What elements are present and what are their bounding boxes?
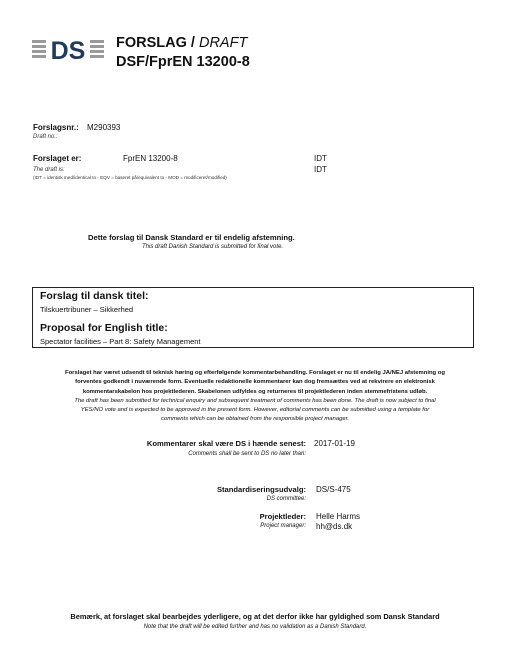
manager-email[interactable]: hh@ds.dk <box>316 522 353 531</box>
procedure-da-line: kommentarskabelon hos projektlederen. Skabelonen udfyldes og returneres til projektlederen inden stemmefristens udløb. <box>82 388 428 395</box>
draft-is-label-en: The draft is: <box>33 167 65 173</box>
procedure-text <box>28 369 482 425</box>
title-main: FORSLAG / <box>116 35 199 51</box>
draft-is-code: IDT <box>314 154 327 163</box>
ds-logo <box>32 36 108 64</box>
committee-label: Standardiseringsudvalg: <box>216 485 306 494</box>
draft-number-label-en: Draft no.: <box>33 134 58 140</box>
procedure-da-line: forventes godkendt i nuværende form. Eventuelle redaktionelle kommentarer kan dog fremsættes ved at rekvirere en elektronisk <box>75 379 435 386</box>
deadline-label: Kommentarer skal være DS i hænde senest: <box>146 439 306 448</box>
draft-number-label: Forslagsnr.: <box>33 123 79 132</box>
english-title-heading: Proposal for English title: <box>40 322 168 334</box>
deadline-value: 2017-01-19 <box>314 439 355 448</box>
deadline-label-en: Comments shall be sent to DS no later than: <box>188 451 306 457</box>
committee-value: DS/S-475 <box>316 485 351 494</box>
footer-en: Note that the draft will be edited further and has no validation as a Danish Standard. <box>143 624 367 630</box>
footer-note <box>0 612 510 630</box>
procedure-en-line: The draft has been submitted for technical enquiry and subsequent treatment of comments has been done. The draft is now subject to final <box>74 397 436 404</box>
vote-notice-da: Dette forslag til Dansk Standard er til endelig afstemning. <box>88 233 295 242</box>
page-title <box>116 34 247 52</box>
danish-title-value: Tilskuertribuner – Sikkerhed <box>40 305 134 314</box>
danish-title-heading: Forslag til dansk titel: <box>40 290 149 302</box>
logo-text: DS <box>50 37 86 64</box>
title-draft: DRAFT <box>198 35 248 51</box>
draft-is-code-en: IDT <box>314 165 327 174</box>
english-title-value: Spectator facilities – Part 8: Safety Management <box>40 337 201 346</box>
committee-label-en: DS committee: <box>266 496 306 502</box>
footer-da: Bemærk, at forslaget skal bearbejdes yderligere, og at det derfor ikke har gyldighed som Dansk Standard <box>70 612 440 621</box>
equivalence-legend: (IDT = identisk med/identical to - EQV = baseret på/equivalent to - MOD = modificeret/modified) <box>33 175 227 180</box>
manager-name: Helle Harms <box>316 512 361 521</box>
draft-number-value: M290393 <box>87 123 121 132</box>
standard-number: DSF/FprEN 13200-8 <box>116 54 250 70</box>
title-box <box>32 287 474 348</box>
draft-is-label: Forslaget er: <box>33 154 82 163</box>
manager-label: Projektleder: <box>259 512 306 521</box>
procedure-en-line: comments which can be obtained from the responsible project manager. <box>160 416 350 423</box>
manager-label-en: Project manager: <box>260 523 306 529</box>
draft-is-value: FprEN 13200-8 <box>123 154 178 163</box>
vote-notice-en: This draft Danish Standard is submitted for final vote. <box>142 244 284 250</box>
procedure-en-line: YES/NO vote and is expected to be approved in the present form. However, editorial comments can be submitted using a template for <box>80 407 430 414</box>
procedure-da-line: Forslaget har været udsendt til teknisk høring og efterfølgende kommentarbehandling. Forslaget er nu til endelig JA/NEJ afstemning og <box>64 370 445 376</box>
